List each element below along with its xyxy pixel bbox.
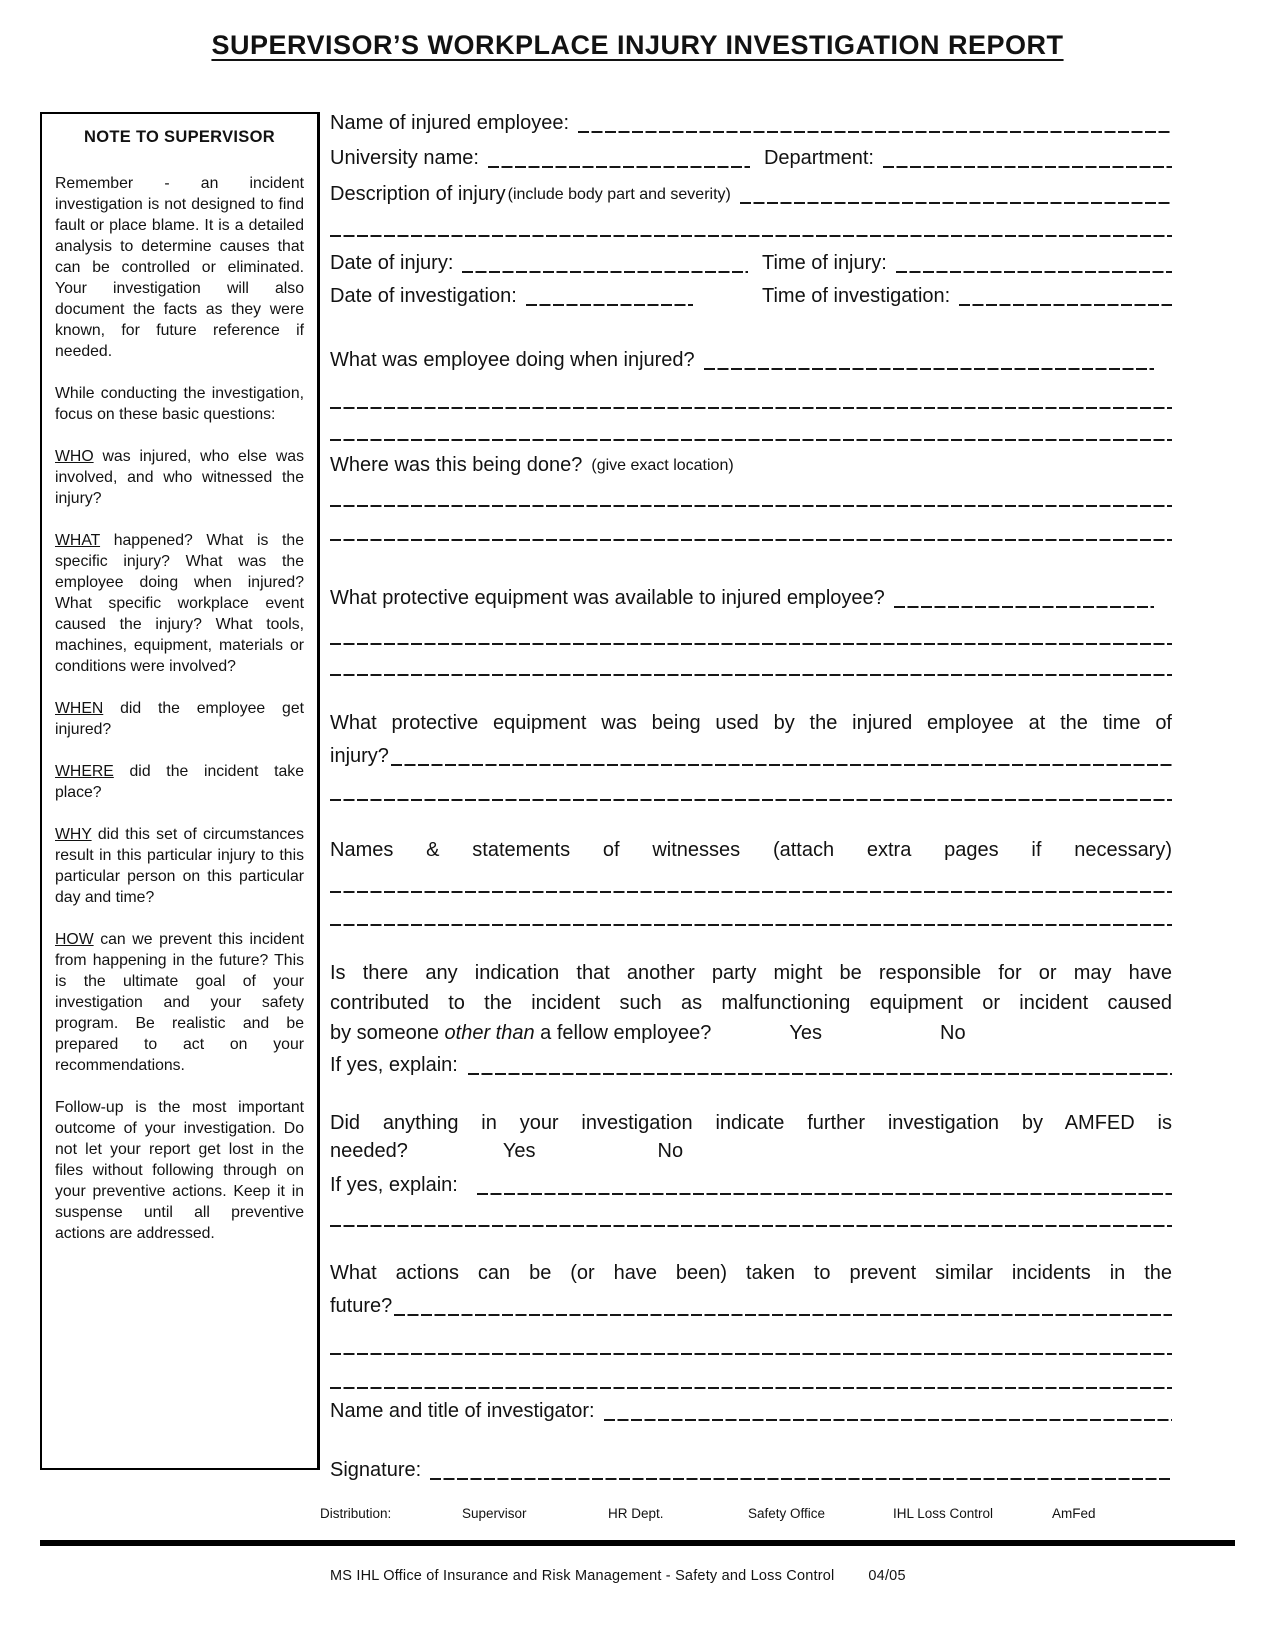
if-yes-explain-label-2: If yes, explain: [330, 1174, 458, 1196]
amfed-needed-label: needed? [330, 1140, 408, 1162]
note-keyword-how: HOW [55, 931, 94, 948]
field-other-party-explain [330, 1052, 1172, 1078]
note-keyword-when: WHEN [55, 700, 104, 717]
date-of-injury-input-line[interactable] [462, 271, 748, 273]
question-employee-doing [330, 347, 1172, 373]
footer-office-text: MS IHL Office of Insurance and Risk Management - Safety and Loss Control [330, 1568, 835, 1584]
date-of-investigation-label: Date of investigation: [330, 285, 517, 307]
other-party-line3 [330, 1018, 1172, 1048]
page-title: SUPERVISOR’S WORKPLACE INJURY INVESTIGATION REPORT [211, 30, 1064, 60]
note-paragraph [55, 530, 304, 677]
other-party-yes-option[interactable]: Yes [789, 1022, 823, 1044]
question-ppe-used-line2 [330, 743, 1172, 769]
blank-line[interactable] [330, 407, 1172, 409]
note-to-supervisor-box [40, 112, 320, 1470]
description-input-line[interactable] [740, 202, 1172, 204]
blank-line-row [330, 484, 1172, 510]
time-of-injury-input-line[interactable] [896, 271, 1172, 273]
blank-line-row [330, 418, 1172, 444]
blank-line[interactable] [330, 799, 1172, 801]
field-date-time-of-investigation [330, 283, 1172, 309]
note-keyword-who: WHO [55, 448, 94, 465]
note-paragraph [55, 761, 304, 803]
description-note: (include body part and severity) [507, 186, 731, 203]
note-paragraph [55, 446, 304, 509]
witnesses-note: (attach extra pages if necessary) [772, 839, 1173, 861]
other-party-no-option[interactable]: No [940, 1022, 966, 1044]
note-text: happened? What is the specific injury? What was the employee doing when injured? What specific workplace event caused the injury? What tools, machines, equipment, materials or conditions were involved? [55, 532, 304, 675]
field-amfed-explain [330, 1172, 1172, 1198]
note-paragraph [55, 698, 304, 740]
signature-label: Signature: [330, 1459, 422, 1481]
other-party-line2: contributed to the incident such as malfunctioning equipment or incident caused [330, 992, 1172, 1014]
ppe-used-injury-label: injury? [330, 745, 389, 767]
note-text: Follow-up is the most important outcome of your investigation. Do not let your report get lost in the files without following through on your preventive actions. Keep it in suspense until all preventive actions are addressed. [55, 1099, 304, 1242]
injured-employee-input-line[interactable] [578, 131, 1172, 133]
distribution-label: Distribution: [320, 1506, 392, 1521]
department-label: Department: [763, 147, 874, 169]
investigator-input-line[interactable] [604, 1419, 1172, 1421]
other-party-line3-pre: by someone [330, 1022, 445, 1044]
blank-line[interactable] [330, 1225, 1172, 1227]
blank-line-row [330, 214, 1172, 240]
investigator-label: Name and title of investigator: [330, 1400, 595, 1422]
note-text: can we prevent this incident from happening in the future? This is the ultimate goal of your investigation and your safety program. Be realistic and be prepared to act on your recommendations. [55, 931, 304, 1074]
blank-line-row [330, 622, 1172, 648]
footer-version: 04/05 [868, 1568, 906, 1584]
blank-line-row [330, 870, 1172, 896]
note-paragraph [55, 824, 304, 908]
field-university-department [330, 145, 1172, 171]
blank-line[interactable] [330, 1353, 1172, 1355]
blank-line-row [330, 778, 1172, 804]
blank-line[interactable] [330, 539, 1172, 541]
distribution-item-ihl-loss-control: IHL Loss Control [893, 1506, 994, 1521]
ppe-available-input-line[interactable] [894, 606, 1154, 608]
question-ppe-used-line1: What protective equipment was being used by the injured employee at the time of [330, 712, 1172, 734]
footer-divider [40, 1540, 1235, 1546]
question-ppe-available [330, 585, 1172, 611]
distribution-item-hr-dept: HR Dept. [608, 1506, 664, 1521]
time-of-investigation-label: Time of investigation: [762, 285, 951, 307]
blank-line-row [330, 1366, 1172, 1392]
employee-doing-label: What was employee doing when injured? [330, 349, 695, 371]
date-of-investigation-input-line[interactable] [526, 304, 693, 306]
time-of-investigation-input-line[interactable] [959, 304, 1172, 306]
actions-input-line[interactable] [394, 1314, 1172, 1316]
if-yes-explain-label: If yes, explain: [330, 1054, 458, 1076]
injured-employee-label: Name of injured employee: [330, 112, 570, 134]
question-actions-line2 [330, 1293, 1172, 1319]
distribution-item-supervisor: Supervisor [462, 1506, 527, 1521]
note-text: While conducting the investigation, focus on these basic questions: [55, 385, 304, 423]
other-party-line3-post: a fellow employee? [534, 1022, 712, 1044]
question-other-party [330, 958, 1172, 1048]
university-label: University name: [330, 147, 479, 169]
amfed-no-option[interactable]: No [657, 1140, 684, 1162]
time-of-injury-label: Time of injury: [762, 252, 887, 274]
question-actions-line1: What actions can be (or have been) taken to prevent similar incidents in the [330, 1262, 1172, 1284]
where-done-note: (give exact location) [591, 457, 734, 474]
blank-line-row [330, 518, 1172, 544]
description-label: Description of injury [330, 183, 506, 205]
distribution-item-amfed: AmFed [1052, 1506, 1096, 1521]
blank-line-row [330, 1204, 1172, 1230]
blank-line-row [330, 903, 1172, 929]
signature-input-line[interactable] [430, 1478, 1172, 1480]
other-party-explain-input-line[interactable] [468, 1073, 1172, 1075]
blank-line-row [330, 386, 1172, 412]
note-text: did this set of circumstances result in this particular injury to this particular person on this particular day and time? [55, 826, 304, 906]
blank-line[interactable] [330, 643, 1172, 645]
blank-line-row [330, 653, 1172, 679]
note-paragraph [55, 1097, 304, 1244]
field-signature [330, 1457, 1172, 1483]
blank-line[interactable] [330, 891, 1172, 893]
note-text: did the incident take place? [55, 763, 304, 801]
university-input-line[interactable] [488, 166, 750, 168]
description-input-line-2[interactable] [330, 235, 1172, 237]
field-injured-employee-name [330, 110, 1172, 136]
note-keyword-where: WHERE [55, 763, 114, 780]
distribution-row [320, 1506, 1175, 1524]
note-paragraph [55, 383, 304, 425]
question-amfed-line1: Did anything in your investigation indicate further investigation by AMFED is [330, 1112, 1172, 1134]
field-investigator [330, 1398, 1172, 1424]
distribution-item-safety-office: Safety Office [748, 1506, 826, 1521]
blank-line[interactable] [330, 505, 1172, 507]
other-party-line3-italic: other than [444, 1022, 535, 1044]
field-date-time-of-injury [330, 250, 1172, 276]
note-paragraph [55, 929, 304, 1076]
witnesses-label: Names & statements of witnesses [330, 839, 741, 861]
where-done-label: Where was this being done? [330, 454, 583, 476]
note-text: was injured, who else was involved, and who witnessed the injury? [55, 448, 304, 507]
question-where-done [330, 452, 1172, 478]
footer [330, 1568, 906, 1584]
actions-future-label: future? [330, 1295, 393, 1317]
date-of-injury-label: Date of injury: [330, 252, 454, 274]
note-heading: NOTE TO SUPERVISOR [84, 128, 275, 146]
blank-line[interactable] [330, 924, 1172, 926]
ppe-available-label: What protective equipment was available to injured employee? [330, 587, 885, 609]
question-amfed-line2 [330, 1138, 1172, 1164]
blank-line[interactable] [330, 1387, 1172, 1389]
employee-doing-input-line[interactable] [704, 368, 1154, 370]
note-paragraph [55, 173, 304, 362]
amfed-yes-option[interactable]: Yes [502, 1140, 536, 1162]
blank-line-row [330, 1332, 1172, 1358]
question-witnesses [330, 835, 1172, 865]
field-injury-description [330, 181, 1172, 207]
note-keyword-why: WHY [55, 826, 92, 843]
note-text: Remember - an incident investigation is not designed to find fault or place blame. It is a detailed analysis to determine causes that can be controlled or eliminated. Your investigation will also document the facts as they were known, for future reference if needed. [55, 175, 304, 360]
department-input-line[interactable] [883, 166, 1172, 168]
blank-line[interactable] [330, 439, 1172, 441]
ppe-used-input-line[interactable] [391, 764, 1172, 766]
note-text: did the employee get injured? [55, 700, 304, 738]
other-party-line1: Is there any indication that another party might be responsible for or may have [330, 962, 1172, 984]
blank-line[interactable] [330, 674, 1172, 676]
note-keyword-what: WHAT [55, 532, 101, 549]
amfed-explain-input-line[interactable] [477, 1193, 1172, 1195]
